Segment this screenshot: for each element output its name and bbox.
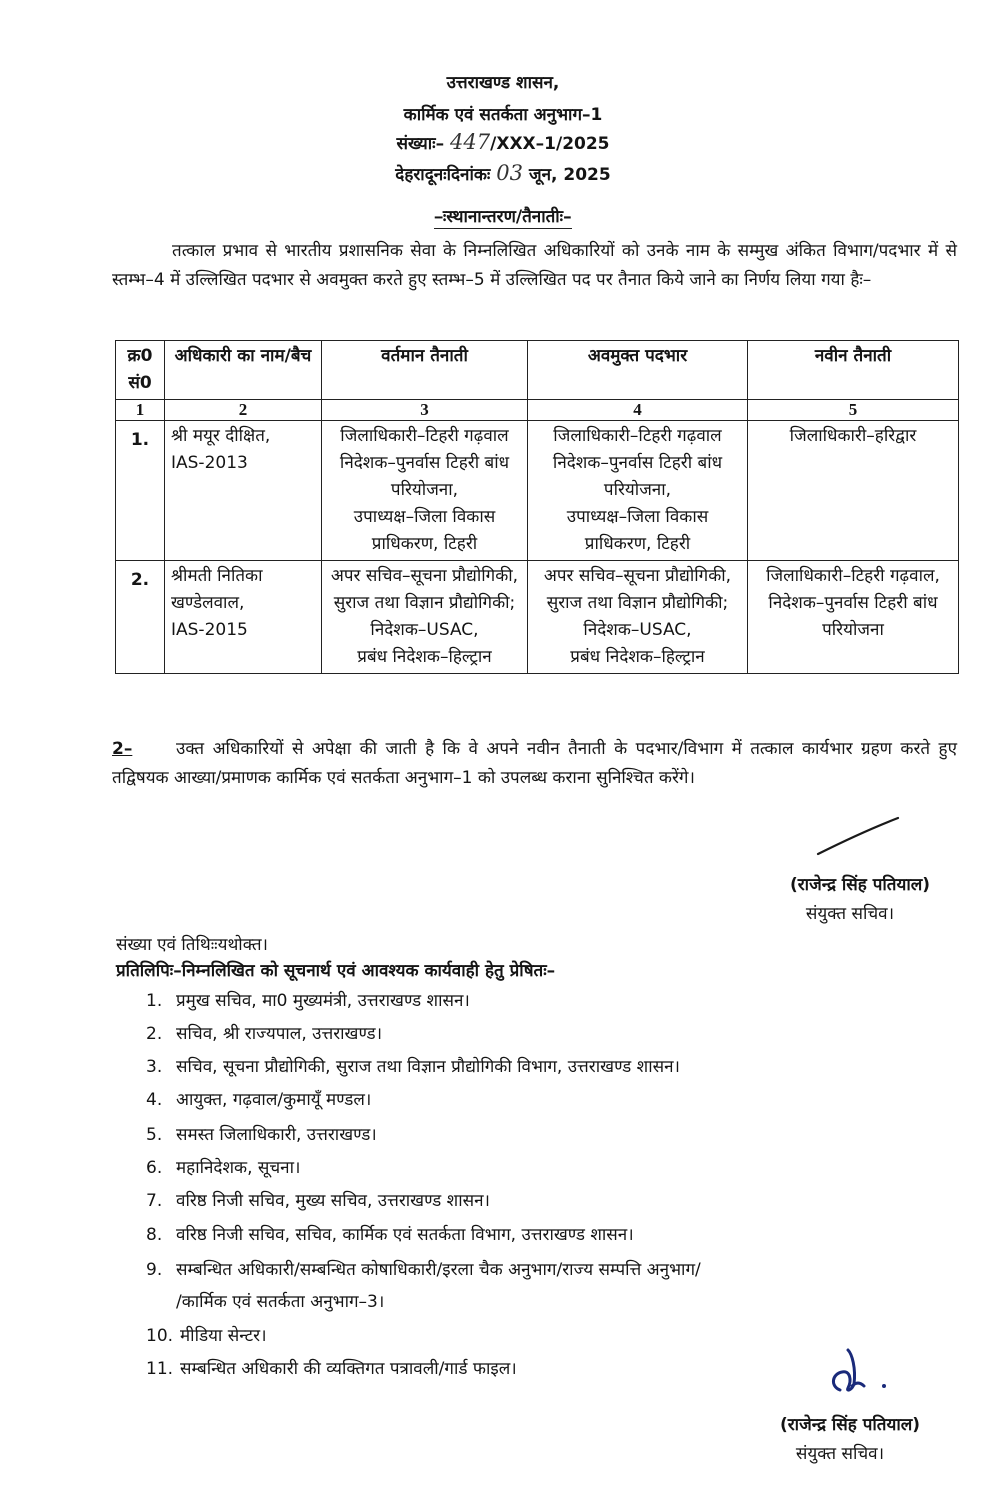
date-prefix: देहरादूनःदिनांकः [395,165,491,185]
officer-name: श्रीमती नितिका खण्डेलवाल, [171,566,263,613]
table-row [116,561,959,674]
list-item: 11. सम्बन्धित अधिकारी की व्यक्तिगत पत्रावली/गार्ड फाइल। [146,1359,517,1379]
row-sn: 1. [116,421,165,561]
row-officer [165,561,322,674]
officer-batch: IAS-2015 [171,620,248,640]
posting-line: निदेशक–USAC, [583,620,692,640]
officer-batch: IAS-2013 [171,453,248,473]
row-officer [165,421,322,561]
col-header-relieved: अवमुक्त पदभार [528,341,748,400]
signatory-designation: संयुक्त सचिव। [805,904,895,924]
handwritten-date: 03 [496,161,524,185]
posting-line: जिलाधिकारी–टिहरी गढ़वाल, [766,566,940,586]
signatory-name: (राजेन्द्र सिंह पतियाल) [789,875,931,895]
posting-line: उपाध्यक्ष–जिला विकास प्राधिकरण, टिहरी [566,507,709,554]
row-new-posting [748,561,959,674]
copy-intro: प्रतिलिपिः–निम्नलिखित को सूचनार्थ एवं आवश्यक कार्यवाही हेतु प्रेषितः– [116,961,556,981]
list-item: 1. प्रमुख सचिव, मा0 मुख्यमंत्री, उत्तराखण्ड शासन। [146,991,470,1011]
col-header-current: वर्तमान तैनाती [322,341,528,400]
posting-line: अपर सचिव–सूचना प्रौद्योगिकी, सुराज तथा विज्ञान प्रौद्योगिकी; [330,566,519,613]
posting-line: निदेशक–पुनर्वास टिहरी बांध परियोजना [768,593,938,640]
govt-title: उत्तराखण्ड शासन, [446,73,560,93]
letter-date [0,161,1006,185]
letter-number [0,130,1006,154]
table-column-number-row [116,400,959,421]
table-row [116,421,959,561]
list-item: 7. वरिष्ठ निजी सचिव, मुख्य सचिव, उत्तराखण्ड शासन। [146,1191,490,1211]
col-number: 4 [528,400,748,421]
col-header-new: नवीन तैनाती [748,341,959,400]
col-number: 1 [116,400,165,421]
number-prefix: संख्याः– [396,134,445,154]
list-item: 4. आयुक्त, गढ़वाल/कुमायूँ मण्डल। [146,1090,372,1110]
list-item-continuation: /कार्मिक एवं सतर्कता अनुभाग–3। [176,1292,385,1312]
posting-line: अपर सचिव–सूचना प्रौद्योगिकी, सुराज तथा विज्ञान प्रौद्योगिकी; [543,566,732,613]
transfer-table [115,340,959,674]
posting-line: प्रबंध निदेशक–हिल्ट्रान [357,647,492,667]
signatory-designation-2: संयुक्त सचिव। [795,1444,885,1464]
signature-stroke [812,812,902,862]
paragraph-number: 2– [112,739,133,759]
number-suffix: /XXX–1/2025 [490,134,610,154]
row-new-posting [748,421,959,561]
posting-line: प्रबंध निदेशक–हिल्ट्रान [570,647,705,667]
paragraph-2 [112,735,957,793]
paragraph-2-text: उक्त अधिकारियों से अपेक्षा की जाती है कि वे अपने नवीन तैनाती के पदभार/विभाग में तत्काल कार्यभार ग्रहण करते हुए तद्विषयक आख्या/प्रमाणक कार्मिक एवं सतर्कता अनुभाग–1 को उपलब्ध कराना सुनिश्चित करेंगे। [112,739,957,788]
table-header-row [116,341,959,400]
list-item: 9. सम्बन्धित अधिकारी/सम्बन्धित कोषाधिकारी/इरला चैक अनुभाग/राज्य सम्पत्ति अनुभाग/ [146,1260,701,1280]
list-item: 8. वरिष्ठ निजी सचिव, सचिव, कार्मिक एवं सतर्कता विभाग, उत्तराखण्ड शासन। [146,1225,634,1245]
col-number: 2 [165,400,322,421]
row-relieved-charge [528,561,748,674]
row-current-posting [322,561,528,674]
list-item: 6. महानिदेशक, सूचना। [146,1158,301,1178]
row-sn: 2. [116,561,165,674]
department-title: कार्मिक एवं सतर्कता अनुभाग–1 [403,105,603,125]
col-header-sn: क्र0 सं0 [116,341,165,400]
list-item: 2. सचिव, श्री राज्यपाल, उत्तराखण्ड। [146,1024,383,1044]
initials-stroke [822,1346,902,1406]
list-item: 5. समस्त जिलाधिकारी, उत्तराखण्ड। [146,1125,377,1145]
posting-line: जिलाधिकारी–टिहरी गढ़वाल [340,426,509,446]
row-current-posting [322,421,528,561]
list-item: 3. सचिव, सूचना प्रौद्योगिकी, सुराज तथा विज्ञान प्रौद्योगिकी विभाग, उत्तराखण्ड शासन। [146,1057,680,1077]
col-number: 3 [322,400,528,421]
officer-name: श्री मयूर दीक्षित, [171,426,271,446]
posting-line: निदेशक–पुनर्वास टिहरी बांध परियोजना, [552,453,723,500]
subject-line: –ःस्थानान्तरण/तैनातीः– [434,207,572,227]
list-item: 10. मीडिया सेन्टर। [146,1326,267,1346]
date-suffix: जून, 2025 [528,165,611,185]
signatory-name-2: (राजेन्द्र सिंह पतियाल) [779,1415,921,1435]
posting-line: निदेशक–पुनर्वास टिहरी बांध परियोजना, [339,453,510,500]
posting-line: निदेशक–USAC, [370,620,479,640]
posting-line: जिलाधिकारी–टिहरी गढ़वाल [553,426,722,446]
col-number: 5 [748,400,959,421]
col-header-name: अधिकारी का नाम/बैच [165,341,322,400]
reference-line: संख्या एवं तिथिःःयथोक्त। [116,935,268,955]
posting-line: उपाध्यक्ष–जिला विकास प्राधिकरण, टिहरी [353,507,496,554]
posting-line: जिलाधिकारी–हरिद्वार [789,426,917,446]
handwritten-number: 447 [450,130,491,154]
intro-paragraph: तत्काल प्रभाव से भारतीय प्रशासनिक सेवा के निम्नलिखित अधिकारियों को उनके नाम के सम्मुख अंकित विभाग/पदभार में से स्तम्भ–4 में उल्लिखित पदभार से अवमुक्त करते हुए स्तम्भ–5 में उल्लिखित पद पर तैनात किये जाने का निर्णय लिया गया हैः– [112,241,957,290]
row-relieved-charge [528,421,748,561]
